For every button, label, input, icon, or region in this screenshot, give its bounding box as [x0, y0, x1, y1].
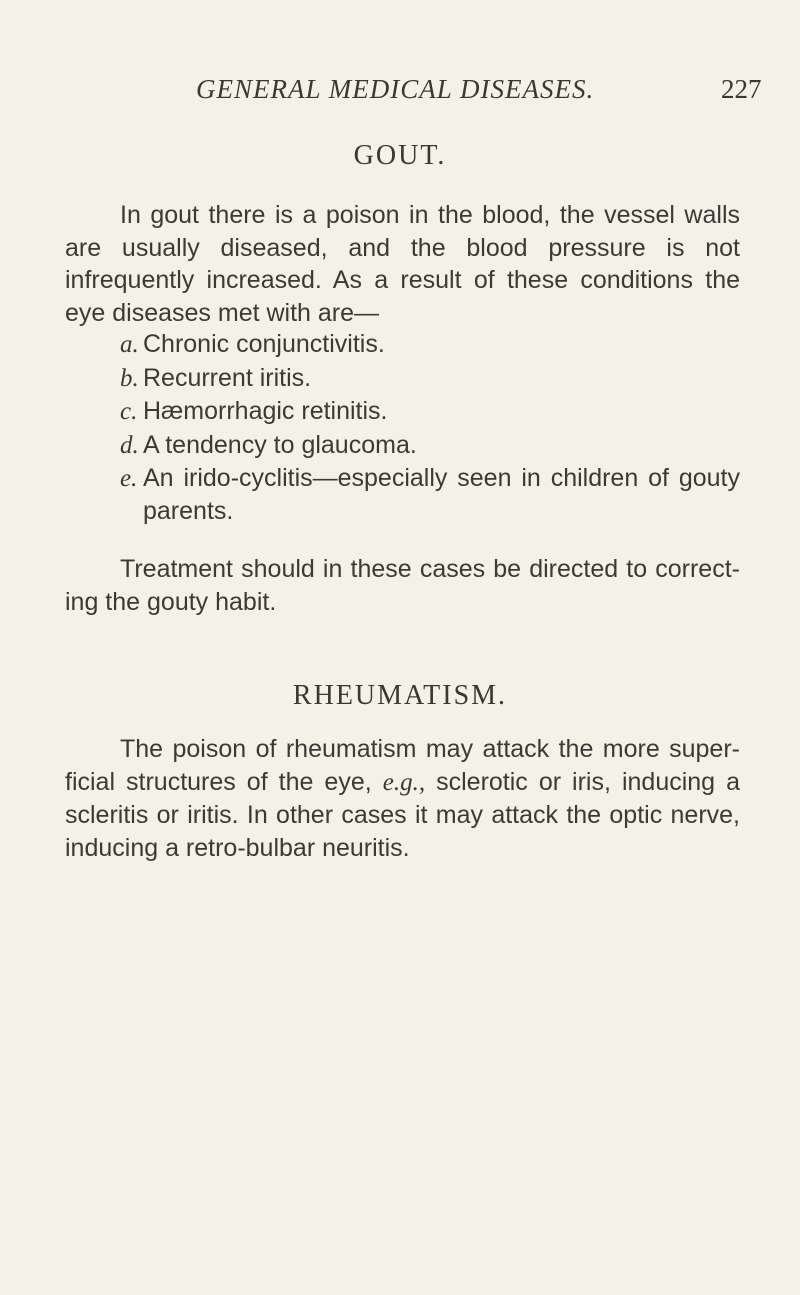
- list-letter: e.: [120, 465, 138, 492]
- section-heading-rheumatism: RHEUMATISM.: [292, 680, 508, 711]
- list-item: [120, 362, 740, 396]
- list-item: [120, 429, 740, 463]
- list-text: A tendency to glaucoma.: [143, 430, 417, 459]
- list-letter: b.: [120, 364, 139, 392]
- list-letter: c.: [120, 398, 138, 425]
- list-letter: a.: [120, 331, 139, 358]
- gout-intro-paragraph: In gout there is a poison in the blood, the vessel walls are usually diseased, and the blood pressure is not infrequently increased. As a result of these conditions the eye diseases met with are—: [65, 201, 740, 327]
- list-item: [120, 328, 740, 362]
- list-text: Recurrent iritis.: [143, 363, 312, 392]
- list-item: [120, 462, 740, 527]
- list-text: An irido-cyclitis—especially seen in children of gouty parents.: [143, 464, 740, 525]
- section-heading-gout: GOUT.: [353, 140, 447, 171]
- list-item: [120, 395, 740, 429]
- rheumatism-text-end: sclerotic or iris, inducing a scleritis or iritis. In other cases it may attack the optic nerve, inducing a retro-bulbar neuritis.: [65, 767, 741, 862]
- eg-abbreviation: e.g.,: [382, 768, 426, 796]
- running-title: GENERAL MEDICAL DISEASES.: [196, 74, 595, 104]
- treatment-paragraph: Treatment should in these cases be directed to correct-ing the gouty habit.: [65, 555, 740, 616]
- page-number: 227: [721, 74, 762, 104]
- eye-disease-list: [120, 328, 740, 527]
- rheumatism-paragraph: [65, 733, 740, 864]
- running-header: [0, 74, 800, 108]
- list-text: Hæmorrhagic retinitis.: [143, 397, 388, 425]
- rheumatism-text-start: The poison of rheumatism may attack the more super-ficial structures of the eye,: [65, 735, 740, 796]
- list-text: Chronic conjunctivitis.: [143, 330, 385, 358]
- list-letter: d.: [120, 431, 139, 459]
